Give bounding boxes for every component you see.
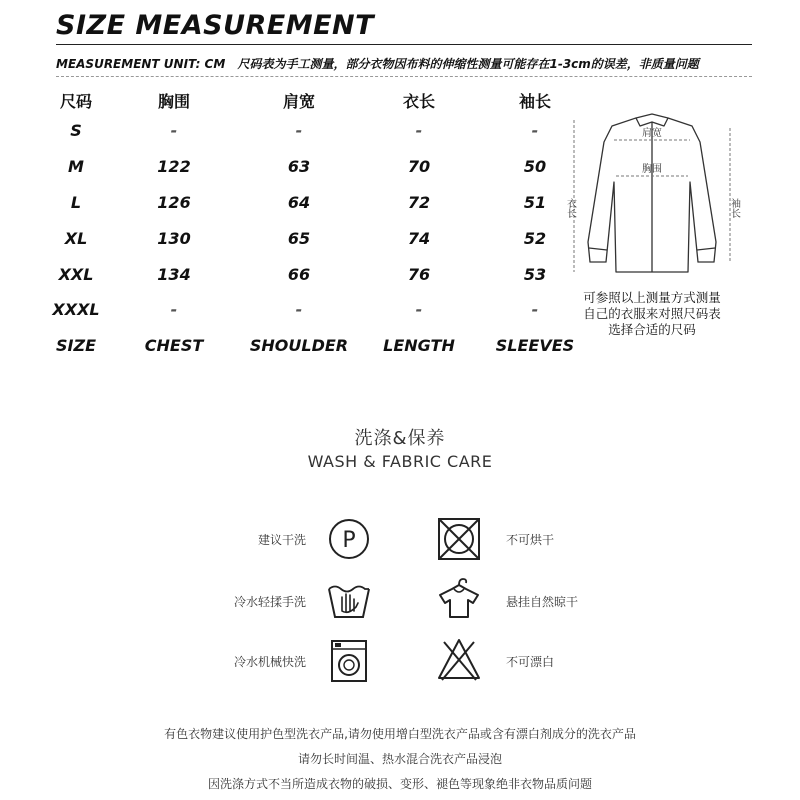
table-row (46, 292, 588, 328)
care-label-no-tumble-dry: 不可烘干 (506, 533, 555, 547)
care-label-no-bleach: 不可漂白 (506, 655, 555, 669)
unit-note: 尺码表为手工测量，部分衣物因布料的伸缩性测量可能存在1-3cm的误差，非质量问题 (237, 57, 699, 71)
care-title-en: WASH & FABRIC CARE (307, 452, 493, 471)
sleeve-label: 袖长 (728, 198, 740, 218)
sleeves-cell: 52 (523, 228, 547, 248)
care-label-dry-clean: 建议干洗 (257, 533, 306, 547)
no-bleach-icon (436, 636, 482, 682)
dry-clean-p-icon (326, 516, 372, 562)
title-divider (56, 44, 752, 45)
header-size-zh: 尺码 (59, 91, 92, 111)
size-table-header-en (46, 328, 588, 364)
page-title: SIZE MEASUREMENT (56, 10, 375, 41)
chest-cell: 130 (157, 228, 191, 248)
size-cell: S (70, 121, 82, 141)
size-cell: XXL (58, 264, 94, 284)
care-title-zh: 洗涤&保养 (354, 428, 446, 449)
shoulder-cell: 64 (287, 192, 311, 212)
header-length-en: LENGTH (383, 336, 455, 356)
chest-cell: - (170, 300, 178, 320)
footer-line: 有色衣物建议使用护色型洗衣产品,请勿使用增白型洗衣产品或含有漂白剂成分的洗衣产品 (164, 727, 636, 741)
chest-label: 胸围 (642, 164, 662, 175)
chest-cell: 122 (157, 157, 191, 177)
table-row (46, 220, 588, 256)
no-tumble-dry-icon (436, 516, 482, 562)
care-label-hang-dry: 悬挂自然晾干 (506, 595, 579, 609)
svg-text:P: P (342, 528, 356, 553)
size-cell: M (68, 157, 84, 177)
size-cell: XL (64, 228, 88, 248)
size-cell: L (70, 192, 82, 212)
shoulder-label: 肩宽 (642, 128, 662, 139)
header-sleeves-en: SLEEVES (495, 336, 575, 356)
length-cell: - (415, 300, 423, 320)
unit-divider (56, 76, 752, 77)
table-row (46, 113, 588, 149)
chest-cell: 134 (157, 264, 191, 284)
sleeves-cell: 51 (523, 192, 547, 212)
sleeves-cell: 53 (523, 264, 547, 284)
shoulder-cell: 63 (287, 157, 311, 177)
size-table (46, 87, 588, 364)
note-line: 自己的衣服来对照尺码表 (583, 306, 721, 321)
shoulder-cell: - (295, 121, 303, 141)
size-cell: XXXL (52, 300, 100, 320)
note-line: 选择合适的尺码 (608, 322, 696, 337)
hang-dry-icon (436, 575, 482, 621)
table-row (46, 256, 588, 292)
header-shoulder-zh: 肩宽 (282, 91, 315, 111)
care-label-hand-wash: 冷水轻揉手洗 (233, 595, 306, 609)
chest-cell: - (170, 121, 178, 141)
table-row (46, 185, 588, 221)
machine-wash-icon (326, 638, 372, 684)
header-chest-zh: 胸围 (157, 91, 190, 111)
unit-label: MEASUREMENT UNIT: CM (56, 57, 226, 71)
chest-cell: 126 (157, 192, 191, 212)
sleeves-cell: - (531, 300, 539, 320)
length-cell: 72 (407, 192, 431, 212)
shirt-measurement-diagram (560, 112, 744, 288)
measurement-unit-line (56, 55, 699, 72)
length-cell: 74 (407, 228, 431, 248)
footer-line: 请勿长时间温、热水混合洗衣产品浸泡 (297, 752, 502, 766)
header-sleeves-zh: 袖长 (518, 91, 551, 111)
hand-wash-icon (326, 577, 372, 623)
length-cell: 70 (407, 157, 431, 177)
sleeves-cell: - (531, 121, 539, 141)
header-size-en: SIZE (55, 336, 96, 356)
header-length-zh: 衣长 (402, 91, 435, 111)
sleeves-cell: 50 (523, 157, 547, 177)
note-line: 可参照以上测量方式测量 (583, 290, 721, 305)
shoulder-cell: 65 (287, 228, 311, 248)
length-cell: - (415, 121, 423, 141)
shoulder-cell: - (295, 300, 303, 320)
footer-line: 因洗涤方式不当所造成衣物的破损、变形、褪色等现象绝非衣物品质问题 (207, 777, 592, 791)
care-label-machine-wash: 冷水机械快洗 (233, 655, 306, 669)
diagram-note (560, 290, 744, 338)
header-shoulder-en: SHOULDER (249, 336, 349, 356)
length-label: 衣长 (564, 198, 576, 218)
header-chest-en: CHEST (144, 336, 204, 356)
shoulder-cell: 66 (287, 264, 311, 284)
length-cell: 76 (407, 264, 431, 284)
table-row (46, 149, 588, 185)
size-table-header-zh (46, 87, 588, 113)
